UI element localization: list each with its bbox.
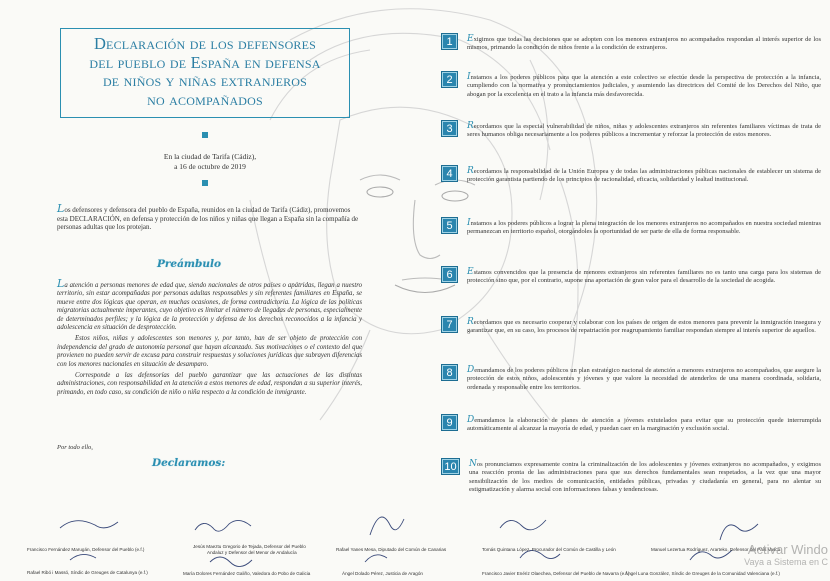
signature-9: Francisco Javier Enériz Olaechea, Defensor del Pueblo de Navarra (e.f.) [482, 571, 630, 576]
declaramos-heading: Declaramos: [152, 457, 226, 469]
item-initial: E [467, 267, 474, 277]
signature-5: Manuel Lezertua Rodríguez, Ararteko, Defensor del País Vasco [651, 547, 781, 552]
signature-4-scribble [500, 520, 546, 530]
preamble-initial: L [57, 277, 65, 290]
preamble-paragraph-2: Estos niños, niñas y adolescentes son menores y, por tanto, han de ser objeto de protección con independencia del grado de autonomía personal que hayan alcanzado. Sus motivaciones o el contexto del que provienen no pueden servir de excusa para construir respuestas y soluciones jurídicas que subrayen diferencias con los menores nacionales en situación de desamparo. [57, 335, 362, 368]
signature-5-scribble [720, 524, 758, 540]
signature-3: Rafael Yanes Mesa, Diputado del Común de Canarias [336, 547, 447, 552]
number-box: 2 [441, 71, 458, 88]
item-initial: I [467, 218, 471, 228]
title-line-3: de niños y niñas extranjeros [102, 71, 308, 90]
declaration-item-5 [441, 217, 821, 237]
number-box: 10 [441, 458, 460, 475]
number-box: 4 [441, 165, 458, 182]
item-text: ecordamos la responsabilidad de la Unión Europea y de todas las administraciones públicas nacionales de establecer un sistema de protección garantista partiendo de los principios de racionalidad, eficacia, solidaridad y lealtad institucional. [467, 168, 821, 184]
place-and-date [150, 152, 270, 172]
signature-scribbles [0, 500, 830, 581]
number-box: 6 [441, 266, 458, 283]
signature-2-line-2: Andaluz y Defensor del Menor de Andalucía [207, 549, 297, 555]
number-box: 9 [441, 414, 458, 431]
declaration-item-3 [441, 120, 821, 140]
preamble-p1-text: a atención a personas menores de edad que, siendo nacionales de otros países o apátridas, llegan a nuestro territorio, sin estar acompañadas por personas adultas responsables y sin referentes familiares en España, se mueve entre dos lógicas que operan, en muchas ocasiones, de forma contradictoria. La lógica de las políticas migratorias actualmente imperantes, cuyo objetivo es limitar el número de llegadas de personas, especialmente de determinados perfiles; y la lógica de la protección y defensa de los derechos reconocidos a la infancia y adolescencia en situación de desprotección. [57, 282, 362, 332]
signature-2-line-1: Jesús Maeztu Gregorio de Tejada, Defensor del Pueblo [193, 544, 306, 549]
item-initial: D [467, 415, 475, 425]
title-line-1: Declaración de los defensores [93, 34, 317, 53]
number-box: 1 [441, 33, 458, 50]
signature-6: Rafael Ribó i Massó, Síndic de Greuges de Catalunya (e.f.) [27, 570, 148, 575]
number-box: 8 [441, 364, 458, 381]
number-box: 5 [441, 217, 458, 234]
signature-2 [193, 544, 306, 555]
signature-4: Tomás Quintana López, Procurador del Común de Castilla y León [482, 547, 616, 552]
item-text: emandamos la elaboración de planes de atención a jóvenes extutelados para evitar que su protección quede interrumpida automáticamente al alcanzar la mayoría de edad, y puedan caer en la marginación y exclusión social. [467, 417, 821, 433]
item-text: nstamos a los poderes públicos a lograr la plena integración de los menores extranjeros no acompañados en nuestra sociedad mientras permanezcan en territorio español, otorgándoles la oportunidad de ser parte de ella de forma responsable. [467, 220, 821, 236]
item-initial: R [467, 317, 474, 327]
item-text: os pronunciamos expresamente contra la criminalización de los adolescentes y jóvenes extranjeros no acompañados, y exigimos una reacción pronta de las administraciones para que sus derechos fundamentales sean respetados, a la vez que una mayor sensibilización de los medios de comunicación, entidades públicas, privadas y ciudadanía en general, para no alentar su estigmatización y alarma social con informaciones falsas y tendenciosas. [469, 461, 821, 493]
declaration-item-9 [441, 414, 821, 434]
item-initial: I [467, 72, 471, 82]
preamble-body [57, 277, 362, 400]
watermark-line-1: Activar Windo [747, 542, 828, 557]
title-dot-bottom [202, 180, 208, 186]
document-title [60, 28, 350, 118]
item-initial: E [467, 34, 474, 44]
declaration-item-7 [441, 316, 821, 336]
por-todo-ello: Por todo ello, [57, 444, 93, 451]
preamble-paragraph-3: Corresponde a las defensorías del pueblo garantizar que las actuaciones de las distintas administraciones, con responsabilidad en la atención a estos menores de edad, respondan a su superior interés, primando, en todo caso, su condición de niño o niña respecto a la condición de inmigrante. [57, 372, 362, 396]
intro-text: os defensores y defensora del pueblo de España, reunidos en la ciudad de Tarifa (Cádiz), promovemos esta DECLARACIÓN, en defensa y protección de los niños y niñas que llegan a España sin la compañía de personas adultas que los protejan. [57, 206, 359, 232]
preamble-heading: Preámbulo [157, 258, 221, 270]
item-text: xigimos que todas las decisiones que se adopten con los menores extranjeros no acompañados respondan al interés superior de los mismos, primando la condición de niños frente a la condición de extranjeros. [467, 36, 821, 52]
signature-1-scribble [60, 521, 118, 528]
signature-3-scribble [370, 517, 404, 535]
intro-initial: L [57, 202, 65, 215]
signature-6-scribble [70, 554, 96, 560]
item-initial: D [467, 365, 475, 375]
declaration-item-10 [441, 458, 821, 494]
watermark-line-2: Vaya a Sistema en C [744, 557, 828, 567]
signature-8-scribble [365, 555, 387, 562]
item-text: stamos convencidos que la presencia de menores extranjeros sin referentes familiares no es tanto una carga para los sistemas de protección sino que, por el contrario, supone una aportación de gran valor para el desarrollo de la sociedad de acogida. [467, 269, 821, 285]
title-line-2: del pueblo de España en defensa [89, 52, 321, 72]
declaration-item-6 [441, 266, 821, 286]
item-text: ecordamos que es necesario cooperar y colaborar con los países de origen de estos menores para prevenir la inmigración insegura y garantizar que, en su caso, los procesos de repatriación por reagrupamiento familiar respondan siempre al interés superior de aquellos. [467, 319, 821, 335]
item-initial: N [469, 459, 477, 469]
declaration-item-2 [441, 71, 821, 99]
signature-1: Francisco Fernández Marugán, Defensor del Pueblo (e.f.) [27, 547, 145, 552]
item-initial: R [467, 121, 474, 131]
item-text: ecordamos que la especial vulnerabilidad de niños, niñas y adolescentes extranjeros sin referentes familiares víctimas de trata de seres humanos obliga necesariamente a los poderes públicos a incrementar y reforzar la protección de estos menores. [467, 123, 821, 139]
place-line: En la ciudad de Tarifa (Cádiz), [163, 152, 257, 161]
declaration-item-1 [441, 33, 821, 53]
number-box: 7 [441, 316, 458, 333]
title-line-4: no acompañados [147, 89, 263, 109]
date-line: a 16 de octubre de 2019 [174, 162, 246, 171]
number-box: 3 [441, 120, 458, 137]
signature-7: María Dolores Fernández Galiño, Valedora do Pobo de Galicia [183, 571, 311, 576]
title-dot-top [202, 132, 208, 138]
item-initial: R [467, 166, 474, 176]
preamble-paragraph-1 [57, 277, 362, 332]
item-text: nstamos a los poderes públicos para que la atención a este colectivo se efectúe desde la perspectiva de protección a la infancia, cumpliendo con la normativa y pronunciamientos judiciales, y asumiendo las directrices del Comité de los Derechos del Niño, que abogan por la excelencia en el trato a la infancia más desfavorecida. [467, 74, 821, 98]
declaration-item-4 [441, 165, 821, 185]
item-text: emandamos de los poderes públicos un plan estratégico nacional de atención a menores extranjeros no acompañados, que asegure la protección de estos niños, adolescentes y jóvenes y que valore la necesidad de atenderlos de una manera coordinada, solidaria, ordenada y responsable entre los territorios. [467, 367, 821, 391]
signature-7-scribble [210, 557, 252, 567]
signature-10: Ángel Luna González, Síndic de Greuges de la Comunidad Valenciana (e.f.) [625, 571, 780, 576]
intro-paragraph [57, 202, 362, 232]
signature-2-scribble [195, 520, 251, 531]
declaration-item-8 [441, 364, 821, 392]
windows-activation-watermark [744, 542, 828, 567]
signature-8: Ángel Dolado Pérez, Justicia de Aragón [342, 571, 423, 576]
